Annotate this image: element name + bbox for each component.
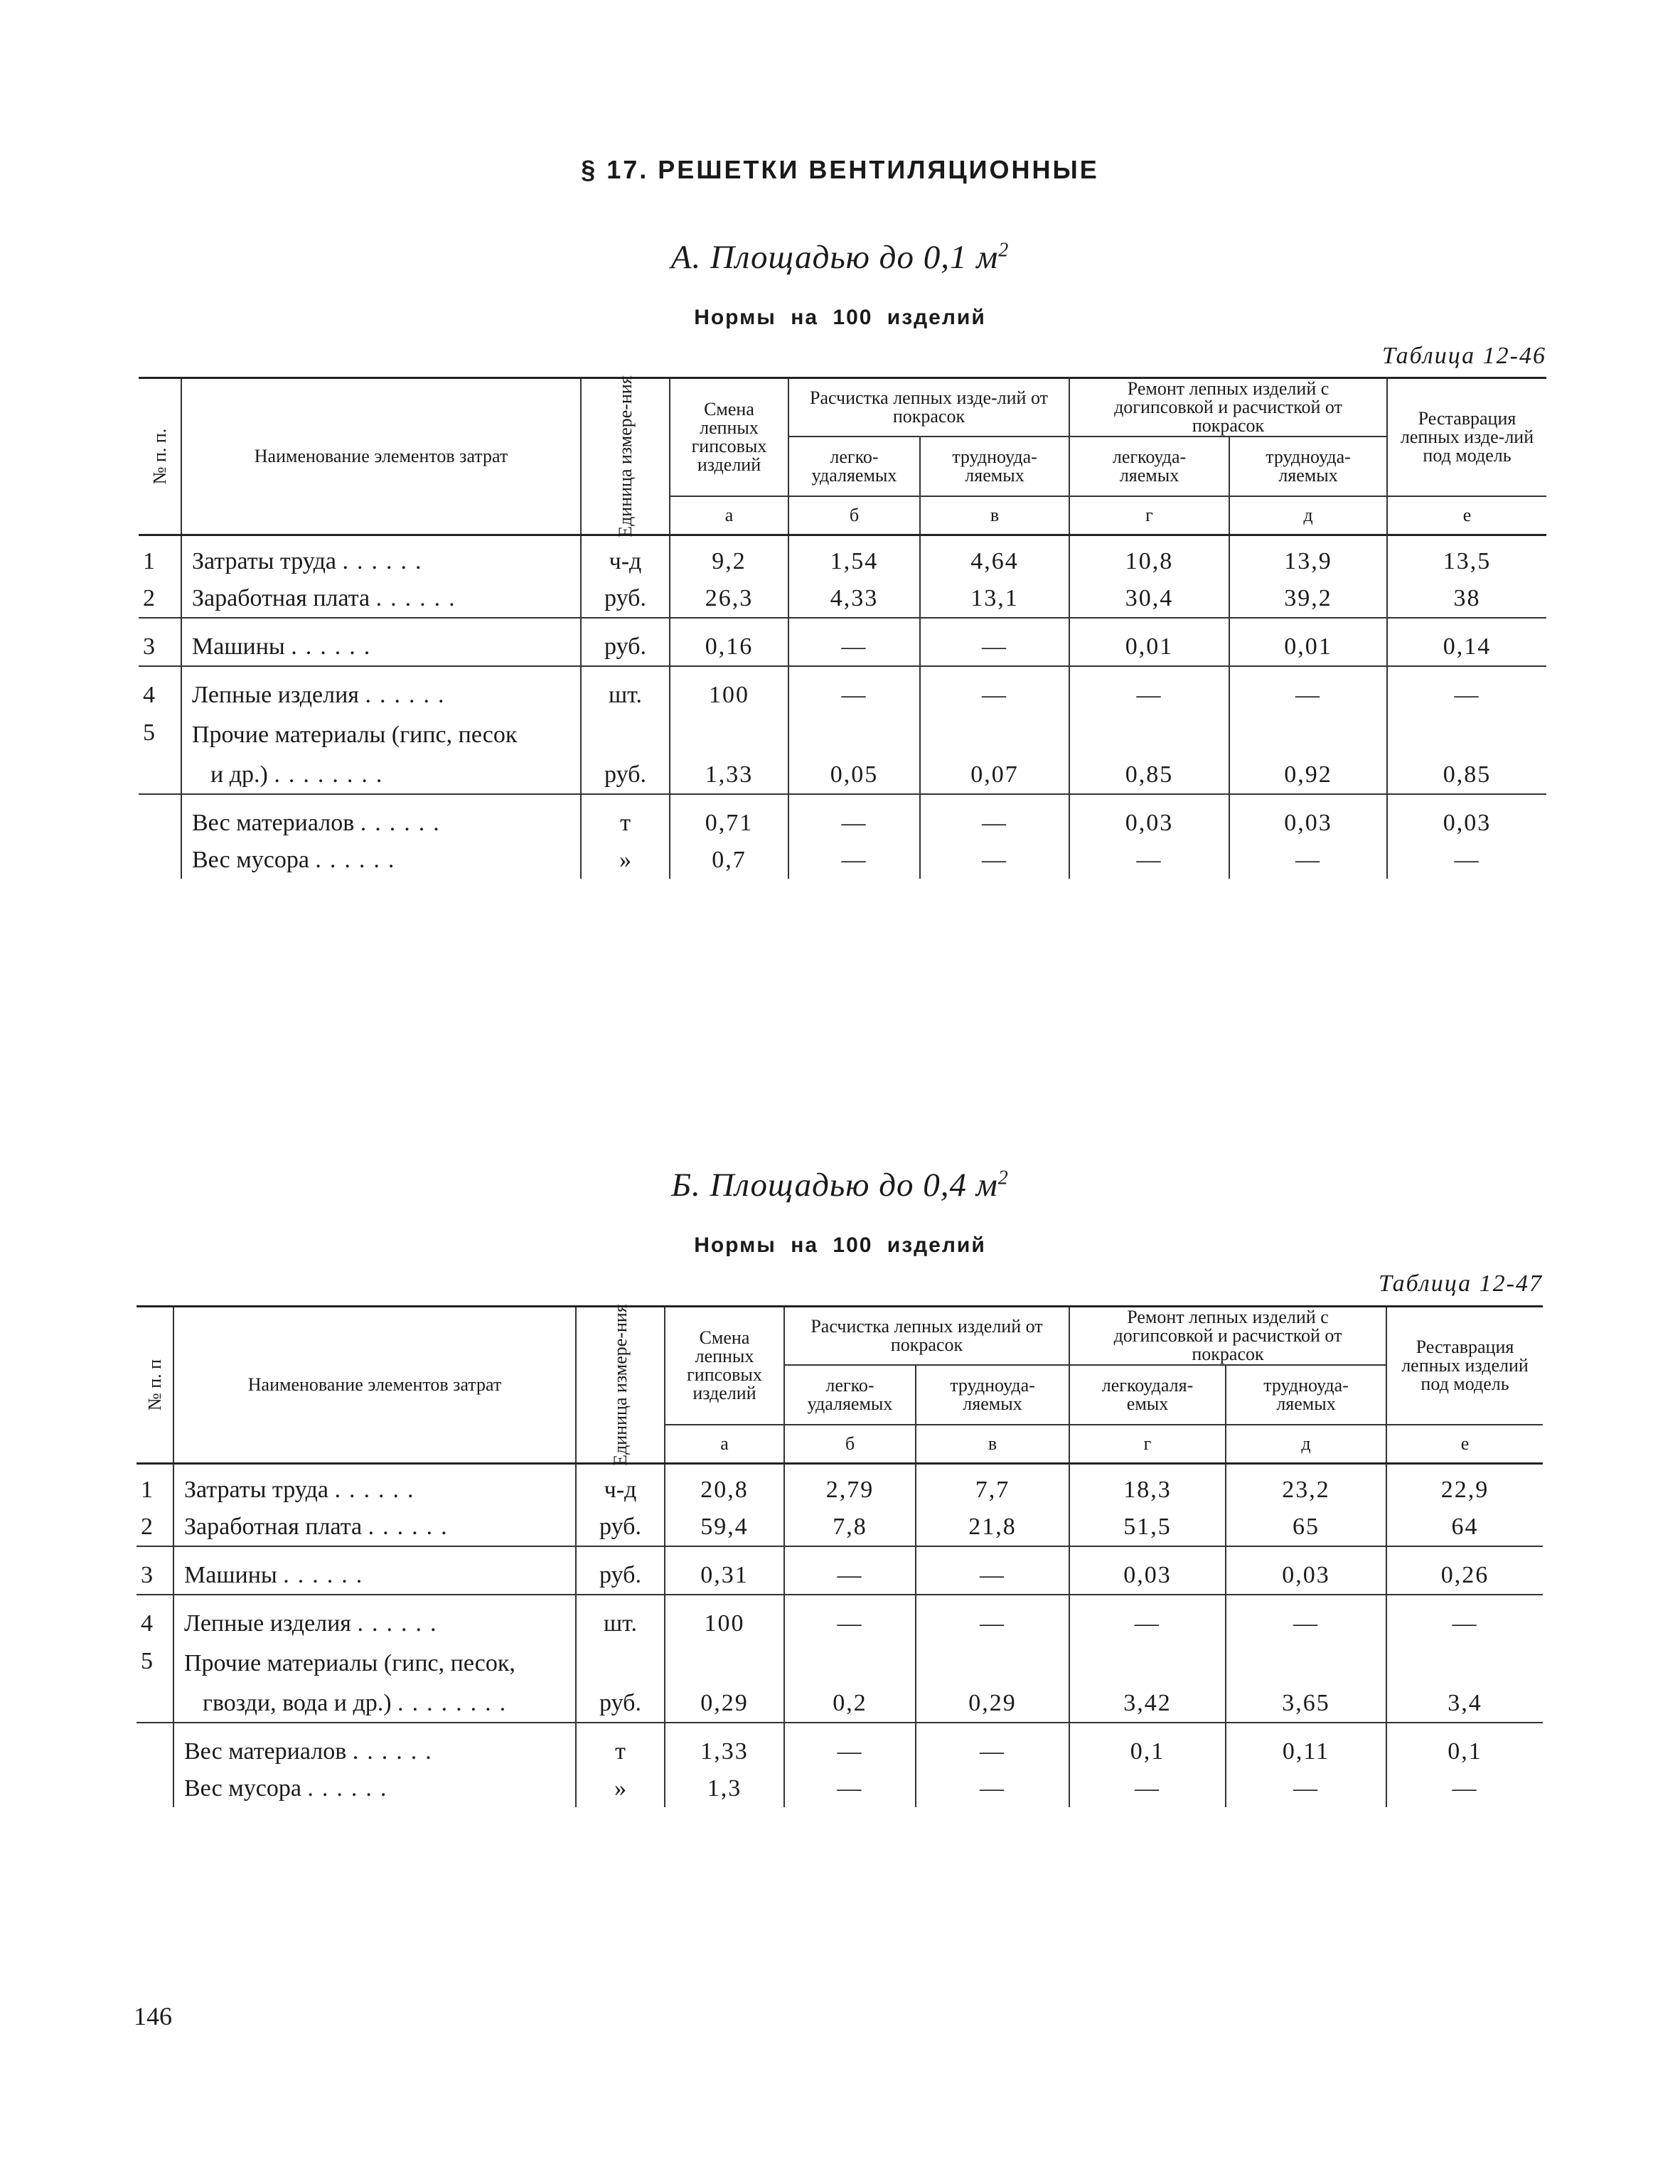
row-name: Вес мусора ...... <box>181 842 581 879</box>
header-repair: Ремонт лепных изделий с догипсовкой и расчисткой от покрасок <box>1069 1307 1386 1366</box>
row-number: 2 <box>139 580 181 618</box>
row-value: — <box>784 1733 916 1770</box>
table-row <box>137 1557 1543 1595</box>
row-number: 2 <box>137 1509 173 1546</box>
table-a-norms: Нормы на 100 изделий <box>694 306 986 329</box>
row-value: 59,4 <box>665 1509 784 1546</box>
row-value: 0,03 <box>1226 1557 1386 1595</box>
row-unit: руб. <box>576 1557 665 1595</box>
row-value: 100 <box>670 677 788 714</box>
row-name: Затраты труда ...... <box>173 1472 576 1509</box>
row-value: 1,54 <box>788 543 920 580</box>
row-name: Прочие материалы (гипс, песок, <box>173 1642 576 1685</box>
row-value: — <box>920 805 1069 842</box>
column-letter: б <box>788 496 920 535</box>
row-value: 4,33 <box>788 580 920 618</box>
row-name-cont: и др.) ........ <box>181 756 581 794</box>
row-number <box>139 842 181 879</box>
row-unit: » <box>576 1770 665 1807</box>
row-name: Лепные изделия ...... <box>181 677 581 714</box>
row-value: 0,16 <box>670 628 788 666</box>
row-unit: ч-д <box>576 1472 665 1509</box>
column-letter: д <box>1226 1425 1386 1464</box>
row-value: — <box>1069 1770 1226 1807</box>
row-value: — <box>1069 842 1229 879</box>
row-value: 7,7 <box>916 1472 1069 1509</box>
row-value: 21,8 <box>916 1509 1069 1546</box>
header-num: № п. п <box>137 1307 173 1464</box>
table-row <box>139 580 1546 618</box>
header-col-g: легкоудаля-емых <box>1069 1365 1226 1425</box>
row-unit: » <box>581 842 670 879</box>
row-value: 20,8 <box>665 1472 784 1509</box>
row-value: — <box>1069 677 1229 714</box>
header-col-d: трудноуда-ляемых <box>1229 437 1387 496</box>
table-row <box>139 842 1546 879</box>
row-value: — <box>1386 1605 1543 1642</box>
row-unit: руб. <box>581 756 670 794</box>
row-value: — <box>916 1605 1069 1642</box>
row-value: 0,03 <box>1229 805 1387 842</box>
table-row <box>137 1509 1543 1546</box>
table-row <box>137 1472 1543 1509</box>
row-unit: руб. <box>576 1685 665 1723</box>
row-value: 3,65 <box>1226 1685 1386 1723</box>
row-value: 9,2 <box>670 543 788 580</box>
row-name: Вес мусора ...... <box>173 1770 576 1807</box>
header-name: Наименование элементов затрат <box>181 378 581 535</box>
row-number: 1 <box>143 548 155 574</box>
row-value: 13,9 <box>1229 543 1387 580</box>
row-value: 51,5 <box>1069 1509 1226 1546</box>
row-value: 3,4 <box>1386 1685 1543 1723</box>
row-value: — <box>920 677 1069 714</box>
header-col-g: легкоуда-ляемых <box>1069 437 1229 496</box>
row-value: 0,03 <box>1069 805 1229 842</box>
row-number: 5 <box>141 1648 153 1674</box>
column-letter: е <box>1387 496 1546 535</box>
header-restoration: Реставрация лепных изделий под модель <box>1386 1307 1543 1425</box>
row-value: — <box>1229 842 1387 879</box>
row-value: — <box>788 842 920 879</box>
row-value: 0,92 <box>1229 756 1387 794</box>
row-value: 0,2 <box>784 1685 916 1723</box>
column-letter: в <box>916 1425 1069 1464</box>
row-value: — <box>916 1770 1069 1807</box>
section-title: § 17. РЕШЕТКИ ВЕНТИЛЯЦИОННЫЕ <box>581 155 1099 184</box>
row-number: 4 <box>141 1610 153 1637</box>
row-value: 4,64 <box>920 543 1069 580</box>
row-unit: ч-д <box>581 543 670 580</box>
row-value: — <box>784 1770 916 1807</box>
row-value: 22,9 <box>1386 1472 1543 1509</box>
table-row-continued <box>137 1685 1543 1723</box>
row-value: — <box>1069 1605 1226 1642</box>
table-row <box>137 1605 1543 1642</box>
table-a-label: Таблица 12-46 <box>1382 343 1546 369</box>
row-value: 0,01 <box>1069 628 1229 666</box>
row-value: 1,33 <box>670 756 788 794</box>
row-value: — <box>1229 677 1387 714</box>
column-letter: г <box>1069 1425 1226 1464</box>
row-value: 0,01 <box>1229 628 1387 666</box>
row-value: — <box>920 842 1069 879</box>
header-col-a: Смена лепных гипсовых изделий <box>665 1307 784 1425</box>
row-value: 13,1 <box>920 580 1069 618</box>
row-value: — <box>920 628 1069 666</box>
row-unit: т <box>576 1733 665 1770</box>
row-value: 0,71 <box>670 805 788 842</box>
row-value: — <box>784 1605 916 1642</box>
header-col-v: трудноуда-ляемых <box>920 437 1069 496</box>
row-value: — <box>1226 1770 1386 1807</box>
column-letter: д <box>1229 496 1387 535</box>
row-number: 4 <box>143 682 155 708</box>
table-row <box>139 628 1546 666</box>
table-row <box>137 1733 1543 1770</box>
row-name-cont: гвозди, вода и др.) ........ <box>173 1685 576 1723</box>
row-name: Заработная плата ...... <box>173 1509 576 1546</box>
header-cleaning: Расчистка лепных изде-лий от покрасок <box>788 378 1069 437</box>
column-letter: в <box>920 496 1069 535</box>
table-b-subtitle: Б. Площадью до 0,4 $м^2$ <box>671 1167 1009 1204</box>
row-value: 0,1 <box>1386 1733 1543 1770</box>
norm-table-12-47 <box>137 1305 1543 1807</box>
row-value: 1,3 <box>665 1770 784 1807</box>
row-name: Лепные изделия ...... <box>173 1605 576 1642</box>
row-value: 7,8 <box>784 1509 916 1546</box>
row-name: Вес материалов ...... <box>173 1733 576 1770</box>
row-number: 3 <box>139 628 181 666</box>
row-unit: шт. <box>581 677 670 714</box>
row-number: 1 <box>141 1477 153 1503</box>
row-unit: шт. <box>576 1605 665 1642</box>
row-value: — <box>1387 842 1546 879</box>
column-letter: б <box>784 1425 916 1464</box>
row-value: — <box>1387 677 1546 714</box>
row-name: Затраты труда ...... <box>181 543 581 580</box>
table-row <box>139 714 1546 756</box>
header-unit: Единица измере-ния <box>576 1307 665 1464</box>
row-value: 0,1 <box>1069 1733 1226 1770</box>
row-value: 0,85 <box>1069 756 1229 794</box>
header-num: № п. п. <box>139 378 181 535</box>
header-restoration: Реставрация лепных изде-лий под модель <box>1387 378 1546 497</box>
header-col-d: трудноуда-ляемых <box>1226 1365 1386 1425</box>
row-name: Прочие материалы (гипс, песок <box>181 714 581 756</box>
row-value: 38 <box>1387 580 1546 618</box>
table-row-continued <box>139 756 1546 794</box>
row-value: 0,03 <box>1069 1557 1226 1595</box>
table-row <box>139 543 1546 580</box>
header-col-b: легко-удаляемых <box>788 437 920 496</box>
row-number: 5 <box>143 719 155 746</box>
row-unit: руб. <box>576 1509 665 1546</box>
row-value: — <box>1226 1605 1386 1642</box>
row-value: 0,85 <box>1387 756 1546 794</box>
row-name: Машины ...... <box>181 628 581 666</box>
row-value: 0,05 <box>788 756 920 794</box>
row-value: 0,7 <box>670 842 788 879</box>
column-letter: е <box>1386 1425 1543 1464</box>
table-row <box>137 1642 1543 1685</box>
row-value: 0,29 <box>916 1685 1069 1723</box>
row-value: 64 <box>1386 1509 1543 1546</box>
row-value: 18,3 <box>1069 1472 1226 1509</box>
table-row <box>139 805 1546 842</box>
row-unit: т <box>581 805 670 842</box>
header-name: Наименование элементов затрат <box>173 1307 576 1464</box>
row-value: — <box>788 677 920 714</box>
row-value: — <box>788 628 920 666</box>
row-value: 0,14 <box>1387 628 1546 666</box>
row-number <box>137 1733 173 1770</box>
column-letter: а <box>665 1425 784 1464</box>
row-value: 0,31 <box>665 1557 784 1595</box>
row-value: — <box>1386 1770 1543 1807</box>
row-value: — <box>916 1733 1069 1770</box>
row-unit: руб. <box>581 628 670 666</box>
row-value: 30,4 <box>1069 580 1229 618</box>
header-cleaning: Расчистка лепных изделий от покрасок <box>784 1307 1069 1366</box>
row-unit: руб. <box>581 580 670 618</box>
row-value: — <box>788 805 920 842</box>
row-value: 23,2 <box>1226 1472 1386 1509</box>
column-letter: а <box>670 496 788 535</box>
row-name: Вес материалов ...... <box>181 805 581 842</box>
row-value: 0,29 <box>665 1685 784 1723</box>
row-value: — <box>916 1557 1069 1595</box>
row-value: 2,79 <box>784 1472 916 1509</box>
header-repair: Ремонт лепных изделий с догипсовкой и расчисткой от покрасок <box>1069 378 1387 437</box>
column-letter: г <box>1069 496 1229 535</box>
table-b-norms: Нормы на 100 изделий <box>694 1233 986 1257</box>
row-value: 0,03 <box>1387 805 1546 842</box>
row-name: Машины ...... <box>173 1557 576 1595</box>
row-value: 39,2 <box>1229 580 1387 618</box>
row-value: 65 <box>1226 1509 1386 1546</box>
row-value: 0,26 <box>1386 1557 1543 1595</box>
page-number: 146 <box>134 2002 172 2030</box>
row-number <box>139 805 181 842</box>
norm-table-12-46 <box>139 377 1546 879</box>
row-value: 3,42 <box>1069 1685 1226 1723</box>
row-number <box>137 1770 173 1807</box>
row-value: 10,8 <box>1069 543 1229 580</box>
row-value: 0,11 <box>1226 1733 1386 1770</box>
row-number: 3 <box>137 1557 173 1595</box>
row-value: 100 <box>665 1605 784 1642</box>
table-row <box>137 1770 1543 1807</box>
header-col-b: легко-удаляемых <box>784 1365 916 1425</box>
row-value: 26,3 <box>670 580 788 618</box>
header-unit: Единица измере-ния <box>581 378 670 535</box>
row-value: 13,5 <box>1387 543 1546 580</box>
header-col-a: Смена лепных гипсовых изделий <box>670 378 788 497</box>
row-value: — <box>784 1557 916 1595</box>
row-name: Заработная плата ...... <box>181 580 581 618</box>
table-a-subtitle: А. Площадью до 0,1 $м^2$ <box>670 239 1010 276</box>
row-value: 1,33 <box>665 1733 784 1770</box>
header-col-v: трудноуда-ляемых <box>916 1365 1069 1425</box>
row-value: 0,07 <box>920 756 1069 794</box>
table-row <box>139 677 1546 714</box>
table-b-label: Таблица 12-47 <box>1379 1270 1543 1297</box>
